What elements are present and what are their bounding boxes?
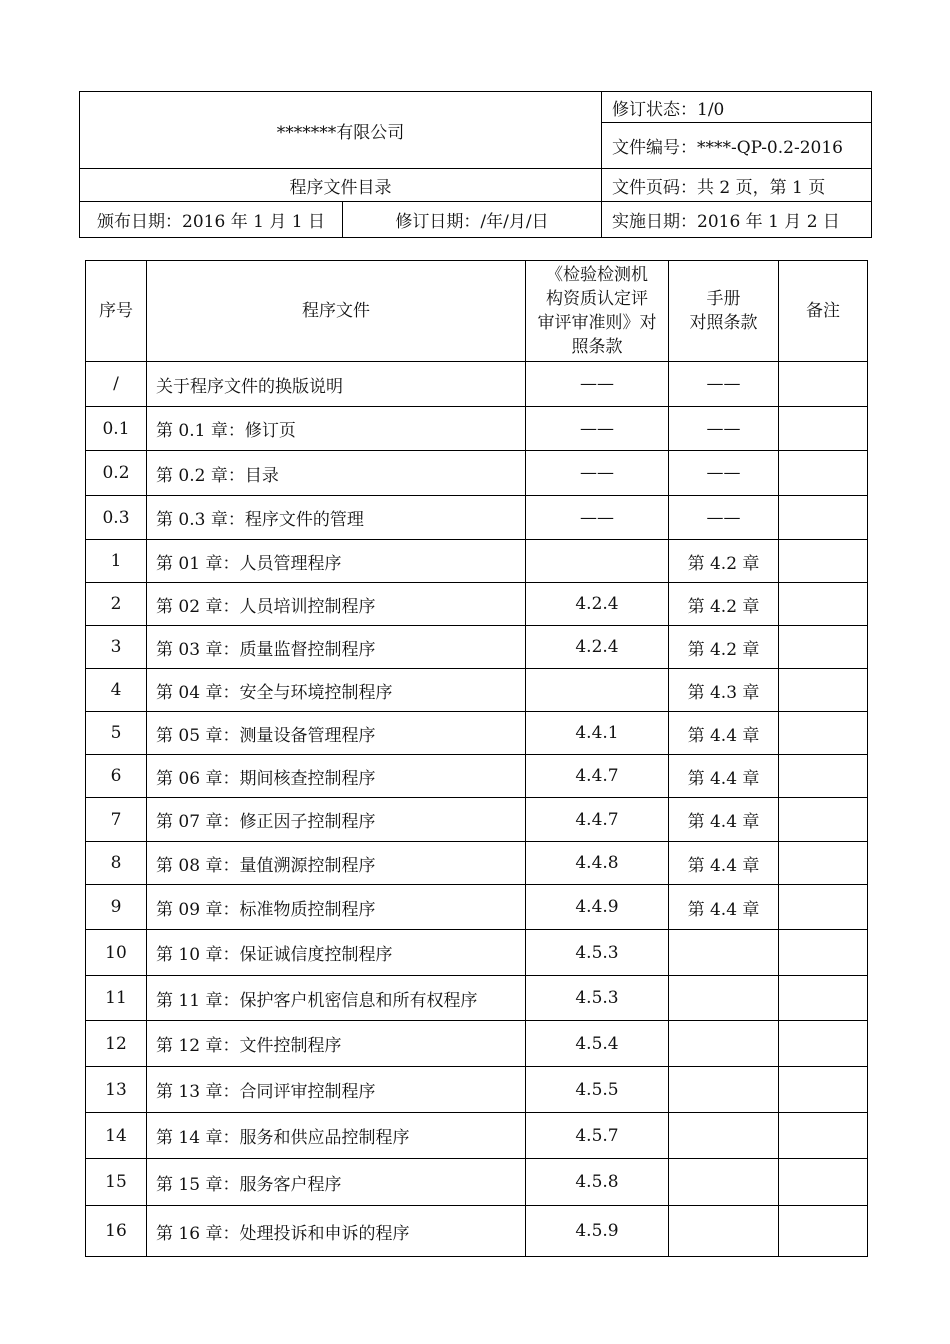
- table-row: [86, 1021, 868, 1067]
- cell-criteria: 4.4.9: [526, 885, 669, 930]
- cell-remark: [779, 583, 868, 626]
- cell-no: 6: [86, 755, 147, 798]
- header-criteria-line: 审评审准则》对: [537, 313, 657, 333]
- cell-remark: [779, 1113, 868, 1159]
- cell-criteria: 4.5.9: [526, 1206, 669, 1257]
- cell-no: 10: [86, 930, 147, 976]
- company-name: *******有限公司: [80, 92, 602, 169]
- cell-doc: 第 07 章：修正因子控制程序: [147, 798, 526, 842]
- table-row: [86, 451, 868, 496]
- cell-remark: [779, 755, 868, 798]
- cell-remark: [779, 976, 868, 1021]
- cell-criteria: 4.2.4: [526, 626, 669, 669]
- cell-manual: ——: [669, 362, 779, 407]
- cell-manual: 第 4.4 章: [669, 798, 779, 842]
- document-header-table: [79, 91, 872, 238]
- cell-no: 0.3: [86, 496, 147, 540]
- cell-manual: 第 4.3 章: [669, 669, 779, 712]
- cell-criteria: 4.4.7: [526, 755, 669, 798]
- cell-manual: [669, 1206, 779, 1257]
- cell-manual: ——: [669, 451, 779, 496]
- cell-doc: 第 0.2 章：目录: [147, 451, 526, 496]
- cell-remark: [779, 669, 868, 712]
- table-row: [86, 755, 868, 798]
- cell-manual: [669, 976, 779, 1021]
- cell-criteria: 4.5.3: [526, 976, 669, 1021]
- table-row: [86, 1067, 868, 1113]
- cell-doc: 第 02 章：人员培训控制程序: [147, 583, 526, 626]
- cell-remark: [779, 407, 868, 451]
- cell-no: 11: [86, 976, 147, 1021]
- cell-manual: 第 4.4 章: [669, 885, 779, 930]
- cell-doc: 第 0.3 章：程序文件的管理: [147, 496, 526, 540]
- cell-criteria: 4.4.1: [526, 712, 669, 755]
- cell-manual: 第 4.4 章: [669, 755, 779, 798]
- cell-no: 1: [86, 540, 147, 583]
- cell-doc: 第 11 章：保护客户机密信息和所有权程序: [147, 976, 526, 1021]
- cell-doc: 第 10 章：保证诚信度控制程序: [147, 930, 526, 976]
- cell-remark: [779, 1159, 868, 1206]
- table-row: [86, 712, 868, 755]
- cell-manual: 第 4.2 章: [669, 540, 779, 583]
- table-row: [86, 626, 868, 669]
- effective-date: 实施日期：2016 年 1 月 2 日: [602, 202, 872, 238]
- cell-criteria: 4.5.4: [526, 1021, 669, 1067]
- cell-doc: 关于程序文件的换版说明: [147, 362, 526, 407]
- cell-no: 16: [86, 1206, 147, 1257]
- cell-doc: 第 14 章：服务和供应品控制程序: [147, 1113, 526, 1159]
- cell-no: 14: [86, 1113, 147, 1159]
- procedure-catalog-table: [85, 260, 868, 1257]
- header-manual-line: 对照条款: [689, 313, 758, 333]
- cell-criteria: 4.4.8: [526, 842, 669, 885]
- header-criteria-line: 构资质认定评: [546, 289, 648, 309]
- cell-criteria: ——: [526, 496, 669, 540]
- issue-date: 颁布日期：2016 年 1 月 1 日: [80, 202, 343, 238]
- cell-doc: 第 06 章：期间核查控制程序: [147, 755, 526, 798]
- cell-no: 0.1: [86, 407, 147, 451]
- cell-criteria: 4.5.7: [526, 1113, 669, 1159]
- cell-no: 0.2: [86, 451, 147, 496]
- revision-status: 修订状态：1/0: [602, 92, 872, 123]
- header-criteria-line: 照条款: [571, 337, 623, 357]
- table-row: [86, 1159, 868, 1206]
- cell-remark: [779, 540, 868, 583]
- cell-criteria: [526, 540, 669, 583]
- cell-manual: [669, 1159, 779, 1206]
- table-row: [86, 362, 868, 407]
- cell-no: 9: [86, 885, 147, 930]
- document-number: 文件编号：****-QP-0.2-2016: [602, 123, 872, 169]
- table-row: [86, 885, 868, 930]
- table-row: [86, 407, 868, 451]
- cell-remark: [779, 1021, 868, 1067]
- table-row: [86, 976, 868, 1021]
- cell-remark: [779, 496, 868, 540]
- cell-criteria: ——: [526, 362, 669, 407]
- cell-no: 12: [86, 1021, 147, 1067]
- cell-doc: 第 05 章：测量设备管理程序: [147, 712, 526, 755]
- cell-criteria: ——: [526, 451, 669, 496]
- cell-manual: 第 4.2 章: [669, 626, 779, 669]
- header-criteria-line: 《检验检测机: [546, 265, 648, 285]
- cell-manual: ——: [669, 496, 779, 540]
- table-row: [86, 842, 868, 885]
- table-row: [86, 930, 868, 976]
- header-manual: [669, 261, 779, 362]
- cell-doc: 第 03 章：质量监督控制程序: [147, 626, 526, 669]
- cell-manual: 第 4.4 章: [669, 842, 779, 885]
- cell-doc: 第 0.1 章：修订页: [147, 407, 526, 451]
- cell-manual: 第 4.4 章: [669, 712, 779, 755]
- cell-criteria: 4.5.3: [526, 930, 669, 976]
- cell-no: /: [86, 362, 147, 407]
- cell-doc: 第 13 章：合同评审控制程序: [147, 1067, 526, 1113]
- cell-no: 4: [86, 669, 147, 712]
- header-doc: 程序文件: [147, 261, 526, 362]
- cell-no: 13: [86, 1067, 147, 1113]
- table-row: [86, 540, 868, 583]
- cell-remark: [779, 1067, 868, 1113]
- cell-doc: 第 01 章：人员管理程序: [147, 540, 526, 583]
- cell-remark: [779, 885, 868, 930]
- cell-manual: 第 4.2 章: [669, 583, 779, 626]
- table-header-row: [86, 261, 868, 362]
- cell-doc: 第 04 章：安全与环境控制程序: [147, 669, 526, 712]
- table-row: [86, 583, 868, 626]
- cell-no: 3: [86, 626, 147, 669]
- cell-remark: [779, 362, 868, 407]
- table-row: [86, 669, 868, 712]
- cell-no: 8: [86, 842, 147, 885]
- cell-remark: [779, 842, 868, 885]
- cell-criteria: 4.2.4: [526, 583, 669, 626]
- cell-manual: [669, 1113, 779, 1159]
- cell-manual: [669, 1067, 779, 1113]
- cell-doc: 第 08 章：量值溯源控制程序: [147, 842, 526, 885]
- cell-manual: ——: [669, 407, 779, 451]
- table-row: [86, 1206, 868, 1257]
- cell-no: 7: [86, 798, 147, 842]
- header-manual-line: 手册: [706, 289, 741, 309]
- cell-manual: [669, 930, 779, 976]
- cell-doc: 第 09 章：标准物质控制程序: [147, 885, 526, 930]
- cell-criteria: ——: [526, 407, 669, 451]
- header-criteria: [526, 261, 669, 362]
- page-code: 文件页码：共 2 页，第 1 页: [602, 169, 872, 202]
- cell-remark: [779, 712, 868, 755]
- cell-criteria: [526, 669, 669, 712]
- table-row: [86, 1113, 868, 1159]
- header-remark: 备注: [779, 261, 868, 362]
- revise-date: 修订日期：/年/月/日: [343, 202, 602, 238]
- cell-remark: [779, 930, 868, 976]
- cell-no: 2: [86, 583, 147, 626]
- table-row: [86, 496, 868, 540]
- cell-no: 5: [86, 712, 147, 755]
- cell-remark: [779, 798, 868, 842]
- cell-remark: [779, 1206, 868, 1257]
- document-title: 程序文件目录: [80, 169, 602, 202]
- cell-criteria: 4.5.5: [526, 1067, 669, 1113]
- cell-remark: [779, 626, 868, 669]
- cell-manual: [669, 1021, 779, 1067]
- table-row: [86, 798, 868, 842]
- cell-no: 15: [86, 1159, 147, 1206]
- cell-remark: [779, 451, 868, 496]
- cell-doc: 第 16 章：处理投诉和申诉的程序: [147, 1206, 526, 1257]
- cell-criteria: 4.5.8: [526, 1159, 669, 1206]
- cell-doc: 第 12 章：文件控制程序: [147, 1021, 526, 1067]
- cell-doc: 第 15 章：服务客户程序: [147, 1159, 526, 1206]
- cell-criteria: 4.4.7: [526, 798, 669, 842]
- header-no: 序号: [86, 261, 147, 362]
